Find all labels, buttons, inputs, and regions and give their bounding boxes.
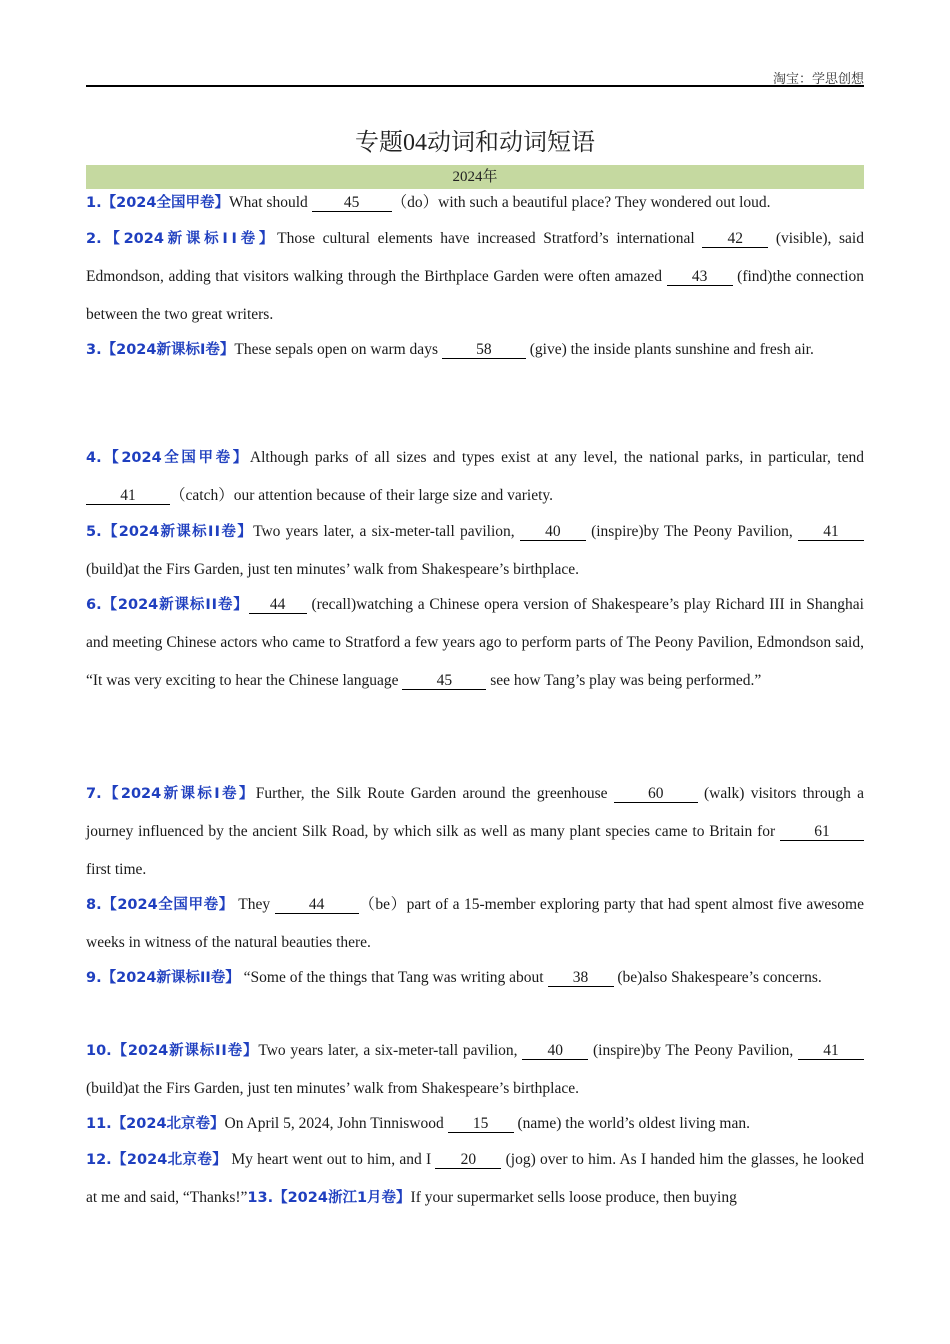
question-number: 10. bbox=[86, 1043, 112, 1059]
question-8 bbox=[86, 886, 864, 962]
question-text: (jog) over to him. As I handed him the glasses, he looked at me and said, “Thanks!” bbox=[86, 1151, 864, 1206]
answer-blank: 41 bbox=[798, 1043, 864, 1060]
question-source: 【2024新课标Ⅰ卷】 bbox=[101, 342, 235, 358]
question-source: 【2024北京卷】 bbox=[111, 1116, 225, 1132]
question-text: These sepals open on warm days bbox=[234, 341, 442, 358]
question-text: （be）part of a 15-member exploring party that had spent almost five awesome weeks in witness of the natural beauties there. bbox=[86, 896, 864, 951]
question-source: 【2024全国甲卷】 bbox=[101, 897, 234, 913]
question-text: Two years later, a six-meter-tall pavilion, bbox=[258, 1042, 523, 1059]
question-text: (visible), said Edmondson, adding that visitors walking through the Birthplace Garden were often amazed bbox=[86, 230, 864, 285]
answer-blank: 41 bbox=[798, 524, 864, 541]
question-text: On April 5, 2024, John Tinniswood bbox=[224, 1115, 448, 1132]
question-number: 6. bbox=[86, 597, 102, 613]
question-text: (find)the connection between the two great writers. bbox=[86, 268, 864, 323]
question-text: They bbox=[233, 896, 275, 913]
question-source: 【2024北京卷】 bbox=[111, 1152, 228, 1168]
question-text: (inspire)by The Peony Pavilion, bbox=[585, 523, 799, 540]
question-5 bbox=[86, 513, 864, 589]
answer-blank: 15 bbox=[448, 1116, 514, 1133]
question-text: Although parks of all sizes and types exist at any level, the national parks, in particular, tend bbox=[249, 449, 865, 466]
question-text: Further, the Silk Route Garden around the greenhouse bbox=[255, 785, 614, 802]
answer-blank: 40 bbox=[522, 1043, 588, 1060]
question-source: 【2024全国甲卷】 bbox=[101, 450, 250, 466]
question-source: 【2024浙江1月卷】 bbox=[273, 1190, 411, 1206]
question-text: first time. bbox=[86, 861, 147, 878]
question-text: (recall)watching a Chinese opera version of Shakespeare’s play Richard III in Shanghai and meeting Chinese actors who came to Stratford a few years ago to perform parts of The Peony Pavilion, Edmondson said, “It was very exciting to hear the Chinese language bbox=[86, 596, 864, 689]
answer-blank: 44 bbox=[249, 597, 307, 614]
question-source: 【2024新课标Ⅰ卷】 bbox=[101, 786, 256, 802]
year-bar: 2024年 bbox=[86, 165, 864, 189]
answer-blank: 42 bbox=[702, 231, 768, 248]
question-6 bbox=[86, 586, 864, 700]
question-source: 【2024新课标ⅠⅠ卷】 bbox=[101, 970, 240, 986]
question-source: 【2024新课标ⅠⅠ卷】 bbox=[101, 597, 249, 613]
question-text: (inspire)by The Peony Pavilion, bbox=[588, 1042, 798, 1059]
header-rule bbox=[86, 85, 864, 87]
question-number: 1. bbox=[86, 195, 102, 211]
question-number: 8. bbox=[86, 897, 102, 913]
question-text: （catch）our attention because of their large size and variety. bbox=[170, 487, 554, 504]
question-number: 11. bbox=[86, 1116, 112, 1132]
question-text: see how Tang’s play was being performed.” bbox=[486, 672, 762, 689]
question-number: 4. bbox=[86, 450, 102, 466]
question-source: 【2024新课标ⅠⅠ卷】 bbox=[101, 231, 278, 247]
question-12 bbox=[86, 1141, 864, 1217]
answer-blank: 20 bbox=[435, 1152, 501, 1169]
question-text: (build)at the Firs Garden, just ten minutes’ walk from Shakespeare’s birthplace. bbox=[86, 1080, 579, 1097]
question-text: (give) the inside plants sunshine and fresh air. bbox=[525, 341, 814, 358]
question-text: (build)at the Firs Garden, just ten minutes’ walk from Shakespeare’s birthplace. bbox=[86, 561, 579, 578]
question-text: If your supermarket sells loose produce, then buying bbox=[410, 1189, 737, 1206]
question-text: “Some of the things that Tang was writing about bbox=[239, 969, 548, 986]
question-11 bbox=[86, 1105, 864, 1143]
page-title: 专题04动词和动词短语 bbox=[355, 130, 595, 156]
answer-blank: 61 bbox=[780, 824, 864, 841]
question-text: Those cultural elements have increased Stratford’s international bbox=[277, 230, 703, 247]
question-2 bbox=[86, 220, 864, 334]
answer-blank: 45 bbox=[402, 673, 486, 690]
question-1 bbox=[86, 184, 864, 222]
question-10 bbox=[86, 1032, 864, 1108]
answer-blank: 58 bbox=[442, 342, 526, 359]
question-text: (be)also Shakespeare’s concerns. bbox=[613, 969, 822, 986]
question-number: 13. bbox=[247, 1190, 274, 1206]
question-4 bbox=[86, 439, 864, 515]
question-text: （do）with such a beautiful place? They wondered out loud. bbox=[391, 194, 771, 211]
question-7 bbox=[86, 775, 864, 889]
answer-blank: 41 bbox=[86, 488, 170, 505]
question-number: 3. bbox=[86, 342, 102, 358]
question-3 bbox=[86, 331, 864, 369]
question-number: 2. bbox=[86, 231, 102, 247]
question-text: My heart went out to him, and I bbox=[227, 1151, 436, 1168]
question-number: 9. bbox=[86, 970, 102, 986]
question-number: 12. bbox=[86, 1152, 112, 1168]
answer-blank: 38 bbox=[548, 970, 614, 987]
answer-blank: 60 bbox=[614, 786, 698, 803]
question-9 bbox=[86, 959, 864, 997]
question-number: 5. bbox=[86, 524, 102, 540]
question-number: 7. bbox=[86, 786, 102, 802]
answer-blank: 44 bbox=[275, 897, 359, 914]
answer-blank: 45 bbox=[312, 195, 392, 212]
question-text: (walk) visitors through a journey influenced by the ancient Silk Road, by which silk as well as many plant species came to Britain for bbox=[86, 785, 864, 840]
question-source: 【2024全国甲卷】 bbox=[101, 195, 229, 211]
question-text: What should bbox=[228, 194, 312, 211]
answer-blank: 40 bbox=[520, 524, 586, 541]
question-text: Two years later, a six-meter-tall pavilion, bbox=[253, 523, 520, 540]
header-brand: 淘宝：学思创想 bbox=[772, 71, 864, 86]
question-text: (name) the world’s oldest living man. bbox=[513, 1115, 750, 1132]
answer-blank: 43 bbox=[667, 269, 733, 286]
question-source: 【2024新课标ⅠⅠ卷】 bbox=[101, 524, 254, 540]
question-source: 【2024新课标ⅠⅠ卷】 bbox=[111, 1043, 259, 1059]
